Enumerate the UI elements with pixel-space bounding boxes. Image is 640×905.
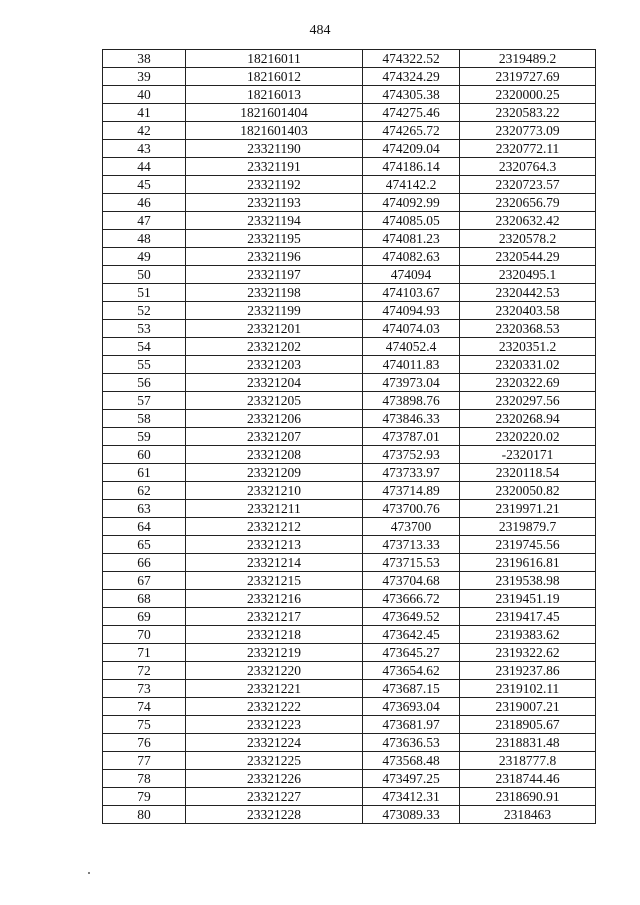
y-coordinate-cell: 2319971.21 bbox=[460, 500, 596, 518]
point-id-cell: 23321227 bbox=[186, 788, 363, 806]
row-number-cell: 56 bbox=[103, 374, 186, 392]
y-coordinate-cell: 2318905.67 bbox=[460, 716, 596, 734]
point-id-cell: 23321202 bbox=[186, 338, 363, 356]
x-coordinate-cell: 474074.03 bbox=[363, 320, 460, 338]
table-row bbox=[103, 644, 596, 662]
table-row bbox=[103, 212, 596, 230]
y-coordinate-cell: 2318463 bbox=[460, 806, 596, 824]
row-number-cell: 41 bbox=[103, 104, 186, 122]
point-id-cell: 23321217 bbox=[186, 608, 363, 626]
x-coordinate-cell: 473636.53 bbox=[363, 734, 460, 752]
row-number-cell: 78 bbox=[103, 770, 186, 788]
table-row bbox=[103, 50, 596, 68]
table-row bbox=[103, 158, 596, 176]
row-number-cell: 75 bbox=[103, 716, 186, 734]
row-number-cell: 63 bbox=[103, 500, 186, 518]
x-coordinate-cell: 474209.04 bbox=[363, 140, 460, 158]
point-id-cell: 23321216 bbox=[186, 590, 363, 608]
row-number-cell: 45 bbox=[103, 176, 186, 194]
y-coordinate-cell: 2320403.58 bbox=[460, 302, 596, 320]
x-coordinate-cell: 473733.97 bbox=[363, 464, 460, 482]
y-coordinate-cell: 2320442.53 bbox=[460, 284, 596, 302]
table-row bbox=[103, 752, 596, 770]
y-coordinate-cell: 2319007.21 bbox=[460, 698, 596, 716]
row-number-cell: 76 bbox=[103, 734, 186, 752]
x-coordinate-cell: 474011.83 bbox=[363, 356, 460, 374]
point-id-cell: 1821601403 bbox=[186, 122, 363, 140]
x-coordinate-cell: 473700.76 bbox=[363, 500, 460, 518]
y-coordinate-cell: 2318690.91 bbox=[460, 788, 596, 806]
x-coordinate-cell: 473497.25 bbox=[363, 770, 460, 788]
x-coordinate-cell: 473715.53 bbox=[363, 554, 460, 572]
point-id-cell: 23321195 bbox=[186, 230, 363, 248]
table-row bbox=[103, 500, 596, 518]
y-coordinate-cell: 2320544.29 bbox=[460, 248, 596, 266]
y-coordinate-cell: 2320632.42 bbox=[460, 212, 596, 230]
point-id-cell: 23321224 bbox=[186, 734, 363, 752]
scan-speck bbox=[88, 872, 90, 874]
y-coordinate-cell: 2320000.25 bbox=[460, 86, 596, 104]
table-row bbox=[103, 266, 596, 284]
y-coordinate-cell: 2319616.81 bbox=[460, 554, 596, 572]
point-id-cell: 18216013 bbox=[186, 86, 363, 104]
y-coordinate-cell: 2320322.69 bbox=[460, 374, 596, 392]
point-id-cell: 23321205 bbox=[186, 392, 363, 410]
x-coordinate-cell: 473642.45 bbox=[363, 626, 460, 644]
row-number-cell: 46 bbox=[103, 194, 186, 212]
point-id-cell: 18216012 bbox=[186, 68, 363, 86]
y-coordinate-cell: 2320050.82 bbox=[460, 482, 596, 500]
row-number-cell: 53 bbox=[103, 320, 186, 338]
table-row bbox=[103, 86, 596, 104]
x-coordinate-cell: 473713.33 bbox=[363, 536, 460, 554]
coordinates-table-container bbox=[102, 49, 596, 824]
table-row bbox=[103, 590, 596, 608]
x-coordinate-cell: 473704.68 bbox=[363, 572, 460, 590]
y-coordinate-cell: 2319383.62 bbox=[460, 626, 596, 644]
table-row bbox=[103, 572, 596, 590]
row-number-cell: 55 bbox=[103, 356, 186, 374]
x-coordinate-cell: 474186.14 bbox=[363, 158, 460, 176]
y-coordinate-cell: 2319237.86 bbox=[460, 662, 596, 680]
table-row bbox=[103, 392, 596, 410]
y-coordinate-cell: 2320118.54 bbox=[460, 464, 596, 482]
table-row bbox=[103, 446, 596, 464]
row-number-cell: 62 bbox=[103, 482, 186, 500]
table-row bbox=[103, 338, 596, 356]
y-coordinate-cell: 2320351.2 bbox=[460, 338, 596, 356]
point-id-cell: 23321225 bbox=[186, 752, 363, 770]
y-coordinate-cell: 2320297.56 bbox=[460, 392, 596, 410]
row-number-cell: 73 bbox=[103, 680, 186, 698]
y-coordinate-cell: 2319417.45 bbox=[460, 608, 596, 626]
x-coordinate-cell: 473687.15 bbox=[363, 680, 460, 698]
x-coordinate-cell: 474094.93 bbox=[363, 302, 460, 320]
point-id-cell: 23321210 bbox=[186, 482, 363, 500]
table-row bbox=[103, 374, 596, 392]
y-coordinate-cell: 2319745.56 bbox=[460, 536, 596, 554]
table-row bbox=[103, 788, 596, 806]
table-row bbox=[103, 68, 596, 86]
row-number-cell: 72 bbox=[103, 662, 186, 680]
table-row bbox=[103, 698, 596, 716]
point-id-cell: 23321221 bbox=[186, 680, 363, 698]
point-id-cell: 23321198 bbox=[186, 284, 363, 302]
point-id-cell: 23321209 bbox=[186, 464, 363, 482]
row-number-cell: 65 bbox=[103, 536, 186, 554]
point-id-cell: 23321226 bbox=[186, 770, 363, 788]
point-id-cell: 23321220 bbox=[186, 662, 363, 680]
x-coordinate-cell: 474094 bbox=[363, 266, 460, 284]
row-number-cell: 44 bbox=[103, 158, 186, 176]
table-row bbox=[103, 626, 596, 644]
y-coordinate-cell: 2320583.22 bbox=[460, 104, 596, 122]
row-number-cell: 60 bbox=[103, 446, 186, 464]
table-row bbox=[103, 248, 596, 266]
y-coordinate-cell: 2320368.53 bbox=[460, 320, 596, 338]
row-number-cell: 50 bbox=[103, 266, 186, 284]
x-coordinate-cell: 473714.89 bbox=[363, 482, 460, 500]
table-row bbox=[103, 518, 596, 536]
y-coordinate-cell: 2320773.09 bbox=[460, 122, 596, 140]
table-body bbox=[103, 50, 596, 824]
table-row bbox=[103, 410, 596, 428]
row-number-cell: 68 bbox=[103, 590, 186, 608]
x-coordinate-cell: 473787.01 bbox=[363, 428, 460, 446]
table-row bbox=[103, 680, 596, 698]
row-number-cell: 49 bbox=[103, 248, 186, 266]
point-id-cell: 23321192 bbox=[186, 176, 363, 194]
point-id-cell: 23321194 bbox=[186, 212, 363, 230]
point-id-cell: 23321223 bbox=[186, 716, 363, 734]
point-id-cell: 23321204 bbox=[186, 374, 363, 392]
table-row bbox=[103, 140, 596, 158]
x-coordinate-cell: 474082.63 bbox=[363, 248, 460, 266]
x-coordinate-cell: 473649.52 bbox=[363, 608, 460, 626]
point-id-cell: 23321207 bbox=[186, 428, 363, 446]
y-coordinate-cell: 2318831.48 bbox=[460, 734, 596, 752]
x-coordinate-cell: 474052.4 bbox=[363, 338, 460, 356]
point-id-cell: 23321208 bbox=[186, 446, 363, 464]
point-id-cell: 23321199 bbox=[186, 302, 363, 320]
x-coordinate-cell: 474081.23 bbox=[363, 230, 460, 248]
row-number-cell: 47 bbox=[103, 212, 186, 230]
row-number-cell: 74 bbox=[103, 698, 186, 716]
point-id-cell: 1821601404 bbox=[186, 104, 363, 122]
row-number-cell: 48 bbox=[103, 230, 186, 248]
point-id-cell: 23321219 bbox=[186, 644, 363, 662]
point-id-cell: 23321203 bbox=[186, 356, 363, 374]
row-number-cell: 43 bbox=[103, 140, 186, 158]
y-coordinate-cell: 2318744.46 bbox=[460, 770, 596, 788]
table-row bbox=[103, 356, 596, 374]
table-row bbox=[103, 734, 596, 752]
x-coordinate-cell: 473666.72 bbox=[363, 590, 460, 608]
table-row bbox=[103, 104, 596, 122]
point-id-cell: 18216011 bbox=[186, 50, 363, 68]
x-coordinate-cell: 473645.27 bbox=[363, 644, 460, 662]
table-row bbox=[103, 806, 596, 824]
x-coordinate-cell: 473654.62 bbox=[363, 662, 460, 680]
row-number-cell: 51 bbox=[103, 284, 186, 302]
y-coordinate-cell: 2320772.11 bbox=[460, 140, 596, 158]
y-coordinate-cell: 2319538.98 bbox=[460, 572, 596, 590]
y-coordinate-cell: 2319489.2 bbox=[460, 50, 596, 68]
table-row bbox=[103, 716, 596, 734]
x-coordinate-cell: 473973.04 bbox=[363, 374, 460, 392]
x-coordinate-cell: 474275.46 bbox=[363, 104, 460, 122]
row-number-cell: 42 bbox=[103, 122, 186, 140]
x-coordinate-cell: 473752.93 bbox=[363, 446, 460, 464]
x-coordinate-cell: 473412.31 bbox=[363, 788, 460, 806]
table-row bbox=[103, 230, 596, 248]
row-number-cell: 57 bbox=[103, 392, 186, 410]
point-id-cell: 23321218 bbox=[186, 626, 363, 644]
row-number-cell: 80 bbox=[103, 806, 186, 824]
row-number-cell: 52 bbox=[103, 302, 186, 320]
table-row bbox=[103, 194, 596, 212]
row-number-cell: 67 bbox=[103, 572, 186, 590]
table-row bbox=[103, 554, 596, 572]
y-coordinate-cell: 2320764.3 bbox=[460, 158, 596, 176]
point-id-cell: 23321193 bbox=[186, 194, 363, 212]
row-number-cell: 66 bbox=[103, 554, 186, 572]
y-coordinate-cell: 2320268.94 bbox=[460, 410, 596, 428]
x-coordinate-cell: 474324.29 bbox=[363, 68, 460, 86]
point-id-cell: 23321215 bbox=[186, 572, 363, 590]
y-coordinate-cell: 2320495.1 bbox=[460, 266, 596, 284]
y-coordinate-cell: 2319451.19 bbox=[460, 590, 596, 608]
table-row bbox=[103, 608, 596, 626]
x-coordinate-cell: 474305.38 bbox=[363, 86, 460, 104]
table-row bbox=[103, 122, 596, 140]
point-id-cell: 23321222 bbox=[186, 698, 363, 716]
table-row bbox=[103, 428, 596, 446]
row-number-cell: 59 bbox=[103, 428, 186, 446]
x-coordinate-cell: 473898.76 bbox=[363, 392, 460, 410]
point-id-cell: 23321197 bbox=[186, 266, 363, 284]
table-row bbox=[103, 284, 596, 302]
table-row bbox=[103, 176, 596, 194]
x-coordinate-cell: 474322.52 bbox=[363, 50, 460, 68]
x-coordinate-cell: 473089.33 bbox=[363, 806, 460, 824]
x-coordinate-cell: 473568.48 bbox=[363, 752, 460, 770]
y-coordinate-cell: 2320331.02 bbox=[460, 356, 596, 374]
point-id-cell: 23321196 bbox=[186, 248, 363, 266]
x-coordinate-cell: 473846.33 bbox=[363, 410, 460, 428]
row-number-cell: 39 bbox=[103, 68, 186, 86]
table-row bbox=[103, 320, 596, 338]
x-coordinate-cell: 474142.2 bbox=[363, 176, 460, 194]
row-number-cell: 79 bbox=[103, 788, 186, 806]
row-number-cell: 69 bbox=[103, 608, 186, 626]
row-number-cell: 40 bbox=[103, 86, 186, 104]
row-number-cell: 64 bbox=[103, 518, 186, 536]
table-row bbox=[103, 302, 596, 320]
point-id-cell: 23321228 bbox=[186, 806, 363, 824]
y-coordinate-cell: 2320578.2 bbox=[460, 230, 596, 248]
y-coordinate-cell: 2320656.79 bbox=[460, 194, 596, 212]
point-id-cell: 23321206 bbox=[186, 410, 363, 428]
point-id-cell: 23321190 bbox=[186, 140, 363, 158]
point-id-cell: 23321213 bbox=[186, 536, 363, 554]
table-row bbox=[103, 662, 596, 680]
x-coordinate-cell: 473693.04 bbox=[363, 698, 460, 716]
table-row bbox=[103, 464, 596, 482]
x-coordinate-cell: 474092.99 bbox=[363, 194, 460, 212]
coordinates-table bbox=[102, 49, 596, 824]
y-coordinate-cell: 2320723.57 bbox=[460, 176, 596, 194]
point-id-cell: 23321211 bbox=[186, 500, 363, 518]
y-coordinate-cell: -2320171 bbox=[460, 446, 596, 464]
y-coordinate-cell: 2319102.11 bbox=[460, 680, 596, 698]
x-coordinate-cell: 474265.72 bbox=[363, 122, 460, 140]
x-coordinate-cell: 473681.97 bbox=[363, 716, 460, 734]
y-coordinate-cell: 2319727.69 bbox=[460, 68, 596, 86]
x-coordinate-cell: 473700 bbox=[363, 518, 460, 536]
row-number-cell: 38 bbox=[103, 50, 186, 68]
table-row bbox=[103, 536, 596, 554]
row-number-cell: 71 bbox=[103, 644, 186, 662]
x-coordinate-cell: 474085.05 bbox=[363, 212, 460, 230]
point-id-cell: 23321214 bbox=[186, 554, 363, 572]
row-number-cell: 70 bbox=[103, 626, 186, 644]
row-number-cell: 58 bbox=[103, 410, 186, 428]
y-coordinate-cell: 2320220.02 bbox=[460, 428, 596, 446]
row-number-cell: 54 bbox=[103, 338, 186, 356]
y-coordinate-cell: 2319879.7 bbox=[460, 518, 596, 536]
point-id-cell: 23321201 bbox=[186, 320, 363, 338]
y-coordinate-cell: 2319322.62 bbox=[460, 644, 596, 662]
page-number: 484 bbox=[309, 23, 331, 38]
table-row bbox=[103, 482, 596, 500]
point-id-cell: 23321212 bbox=[186, 518, 363, 536]
row-number-cell: 61 bbox=[103, 464, 186, 482]
row-number-cell: 77 bbox=[103, 752, 186, 770]
point-id-cell: 23321191 bbox=[186, 158, 363, 176]
y-coordinate-cell: 2318777.8 bbox=[460, 752, 596, 770]
table-row bbox=[103, 770, 596, 788]
x-coordinate-cell: 474103.67 bbox=[363, 284, 460, 302]
